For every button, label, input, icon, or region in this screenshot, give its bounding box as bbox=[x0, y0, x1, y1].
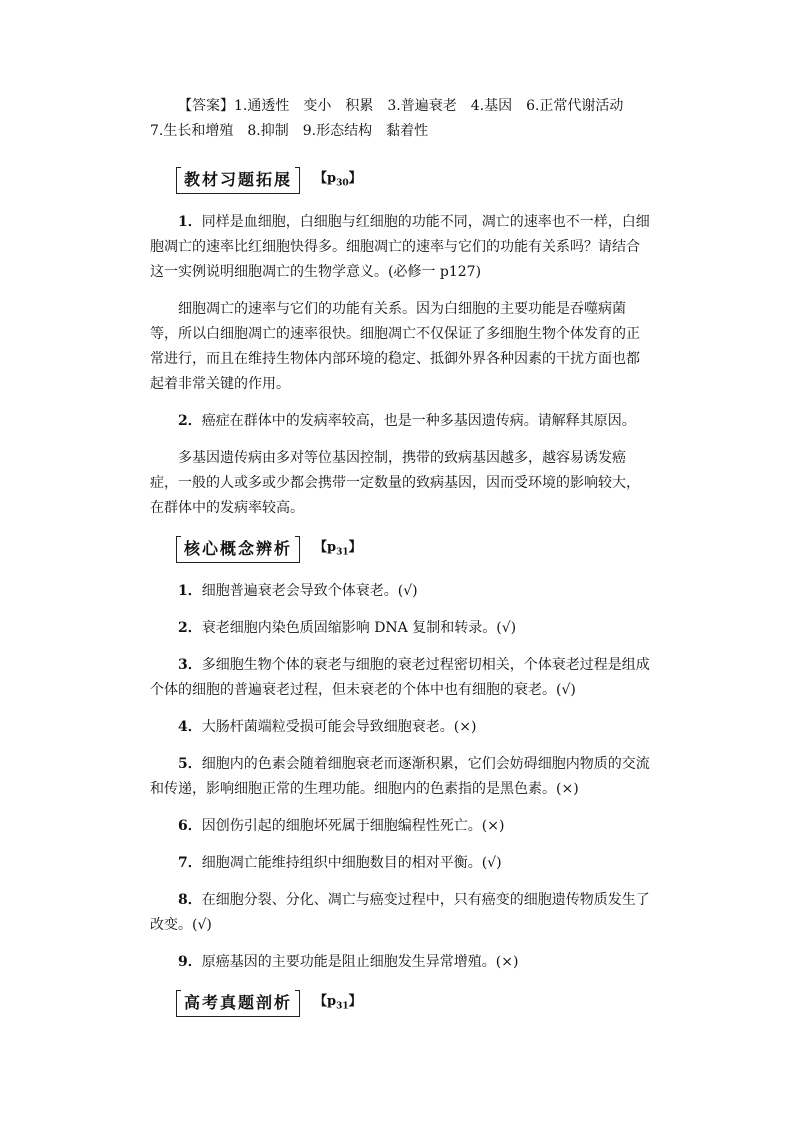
section-title: 核心概念辨析 bbox=[184, 539, 293, 558]
section-page-ref: 【$p_{31}$】 bbox=[314, 540, 362, 558]
section-title: 高考真题剖析 bbox=[184, 993, 293, 1012]
concept-item-1 bbox=[150, 579, 650, 604]
item-text: 细胞凋亡能维持组织中细胞数目的相对平衡。(√) bbox=[201, 855, 502, 871]
item-number: 3． bbox=[178, 657, 202, 673]
concept-item-6 bbox=[150, 814, 650, 839]
item-number: 8． bbox=[178, 892, 202, 908]
item-number: 9． bbox=[178, 954, 202, 970]
answer-label: 【答案】 bbox=[178, 98, 234, 114]
page-content bbox=[150, 94, 650, 1033]
item-number: 5． bbox=[178, 756, 202, 772]
item-number: 1． bbox=[178, 583, 202, 599]
concept-item-7 bbox=[150, 851, 650, 876]
item-text: 多细胞生物个体的衰老与细胞的衰老过程密切相关，个体衰老过程是组成个体的细胞的普遍衰老过程，但未衰老的个体中也有细胞的衰老。(√) bbox=[150, 657, 650, 698]
item-number: 6． bbox=[178, 818, 202, 834]
item-number: 2． bbox=[178, 413, 202, 429]
exercise-answer-1 bbox=[150, 297, 650, 397]
section-page-ref: 【$p_{30}$】 bbox=[314, 171, 362, 189]
item-text: 细胞内的色素会随着细胞衰老而逐渐积累，它们会妨碍细胞内物质的交流和传递，影响细胞正常的生理功能。细胞内的色素指的是黑色素。(×) bbox=[150, 756, 650, 797]
exercise-question-2 bbox=[150, 409, 650, 434]
section-header-exam-analysis bbox=[176, 987, 650, 1017]
section-title-box bbox=[176, 536, 300, 563]
item-text: 因创伤引起的细胞坏死属于细胞编程性死亡。(×) bbox=[201, 818, 505, 834]
item-number: 7． bbox=[178, 855, 202, 871]
item-text: 多基因遗传病由多对等位基因控制，携带的致病基因越多，越容易诱发癌症，一般的人或多或少都会携带一定数量的致病基因，因而受环境的影响较大，在群体中的发病率较高。 bbox=[150, 450, 640, 516]
item-text: 在细胞分裂、分化、凋亡与癌变过程中，只有癌变的细胞遗传物质发生了改变。(√) bbox=[150, 892, 650, 933]
concept-item-3 bbox=[150, 653, 650, 703]
section-page-ref: 【$p_{31}$】 bbox=[314, 994, 362, 1012]
item-text: 衰老细胞内染色质固缩影响 DNA 复制和转录。(√) bbox=[201, 620, 517, 636]
concept-item-8 bbox=[150, 888, 650, 938]
item-text: 癌症在群体中的发病率较高，也是一种多基因遗传病。请解释其原因。 bbox=[201, 413, 636, 429]
section-header-textbook-exercises bbox=[176, 164, 650, 194]
answer-block bbox=[150, 94, 650, 144]
concept-item-5 bbox=[150, 752, 650, 802]
concept-item-2 bbox=[150, 616, 650, 641]
section-header-core-concepts bbox=[176, 533, 650, 563]
answer-text: 1.通透性 变小 积累 3.普遍衰老 4.基因 6.正常代谢活动 7.生长和增殖 8.抑制 9.形态结构 黏着性 bbox=[150, 98, 638, 139]
section-title-box bbox=[176, 990, 300, 1017]
exercise-question-1 bbox=[150, 210, 650, 285]
item-number: 4． bbox=[178, 719, 202, 735]
item-text: 细胞普遍衰老会导致个体衰老。(√) bbox=[201, 583, 418, 599]
item-number: 2． bbox=[178, 620, 202, 636]
item-text: 原癌基因的主要功能是阻止细胞发生异常增殖。(×) bbox=[201, 954, 519, 970]
concept-item-9 bbox=[150, 950, 650, 975]
item-text: 细胞凋亡的速率与它们的功能有关系。因为白细胞的主要功能是吞噬病菌等，所以白细胞凋亡的速率很快。细胞凋亡不仅保证了多细胞生物个体发育的正常进行，而且在维持生物体内部环境的稳定、抵御外界各种因素的干扰方面也都起着非常关键的作用。 bbox=[150, 301, 640, 392]
section-title-box bbox=[176, 167, 300, 194]
item-text: 同样是血细胞，白细胞与红细胞的功能不同，凋亡的速率也不一样，白细胞凋亡的速率比红细胞快得多。细胞凋亡的速率与它们的功能有关系吗？请结合这一实例说明细胞凋亡的生物学意义。(必修一 p127) bbox=[150, 214, 650, 280]
exercise-answer-2 bbox=[150, 446, 650, 521]
item-text: 大肠杆菌端粒受损可能会导致细胞衰老。(×) bbox=[201, 719, 477, 735]
item-number: 1． bbox=[178, 214, 202, 230]
concept-item-4 bbox=[150, 715, 650, 740]
section-title: 教材习题拓展 bbox=[184, 170, 293, 189]
